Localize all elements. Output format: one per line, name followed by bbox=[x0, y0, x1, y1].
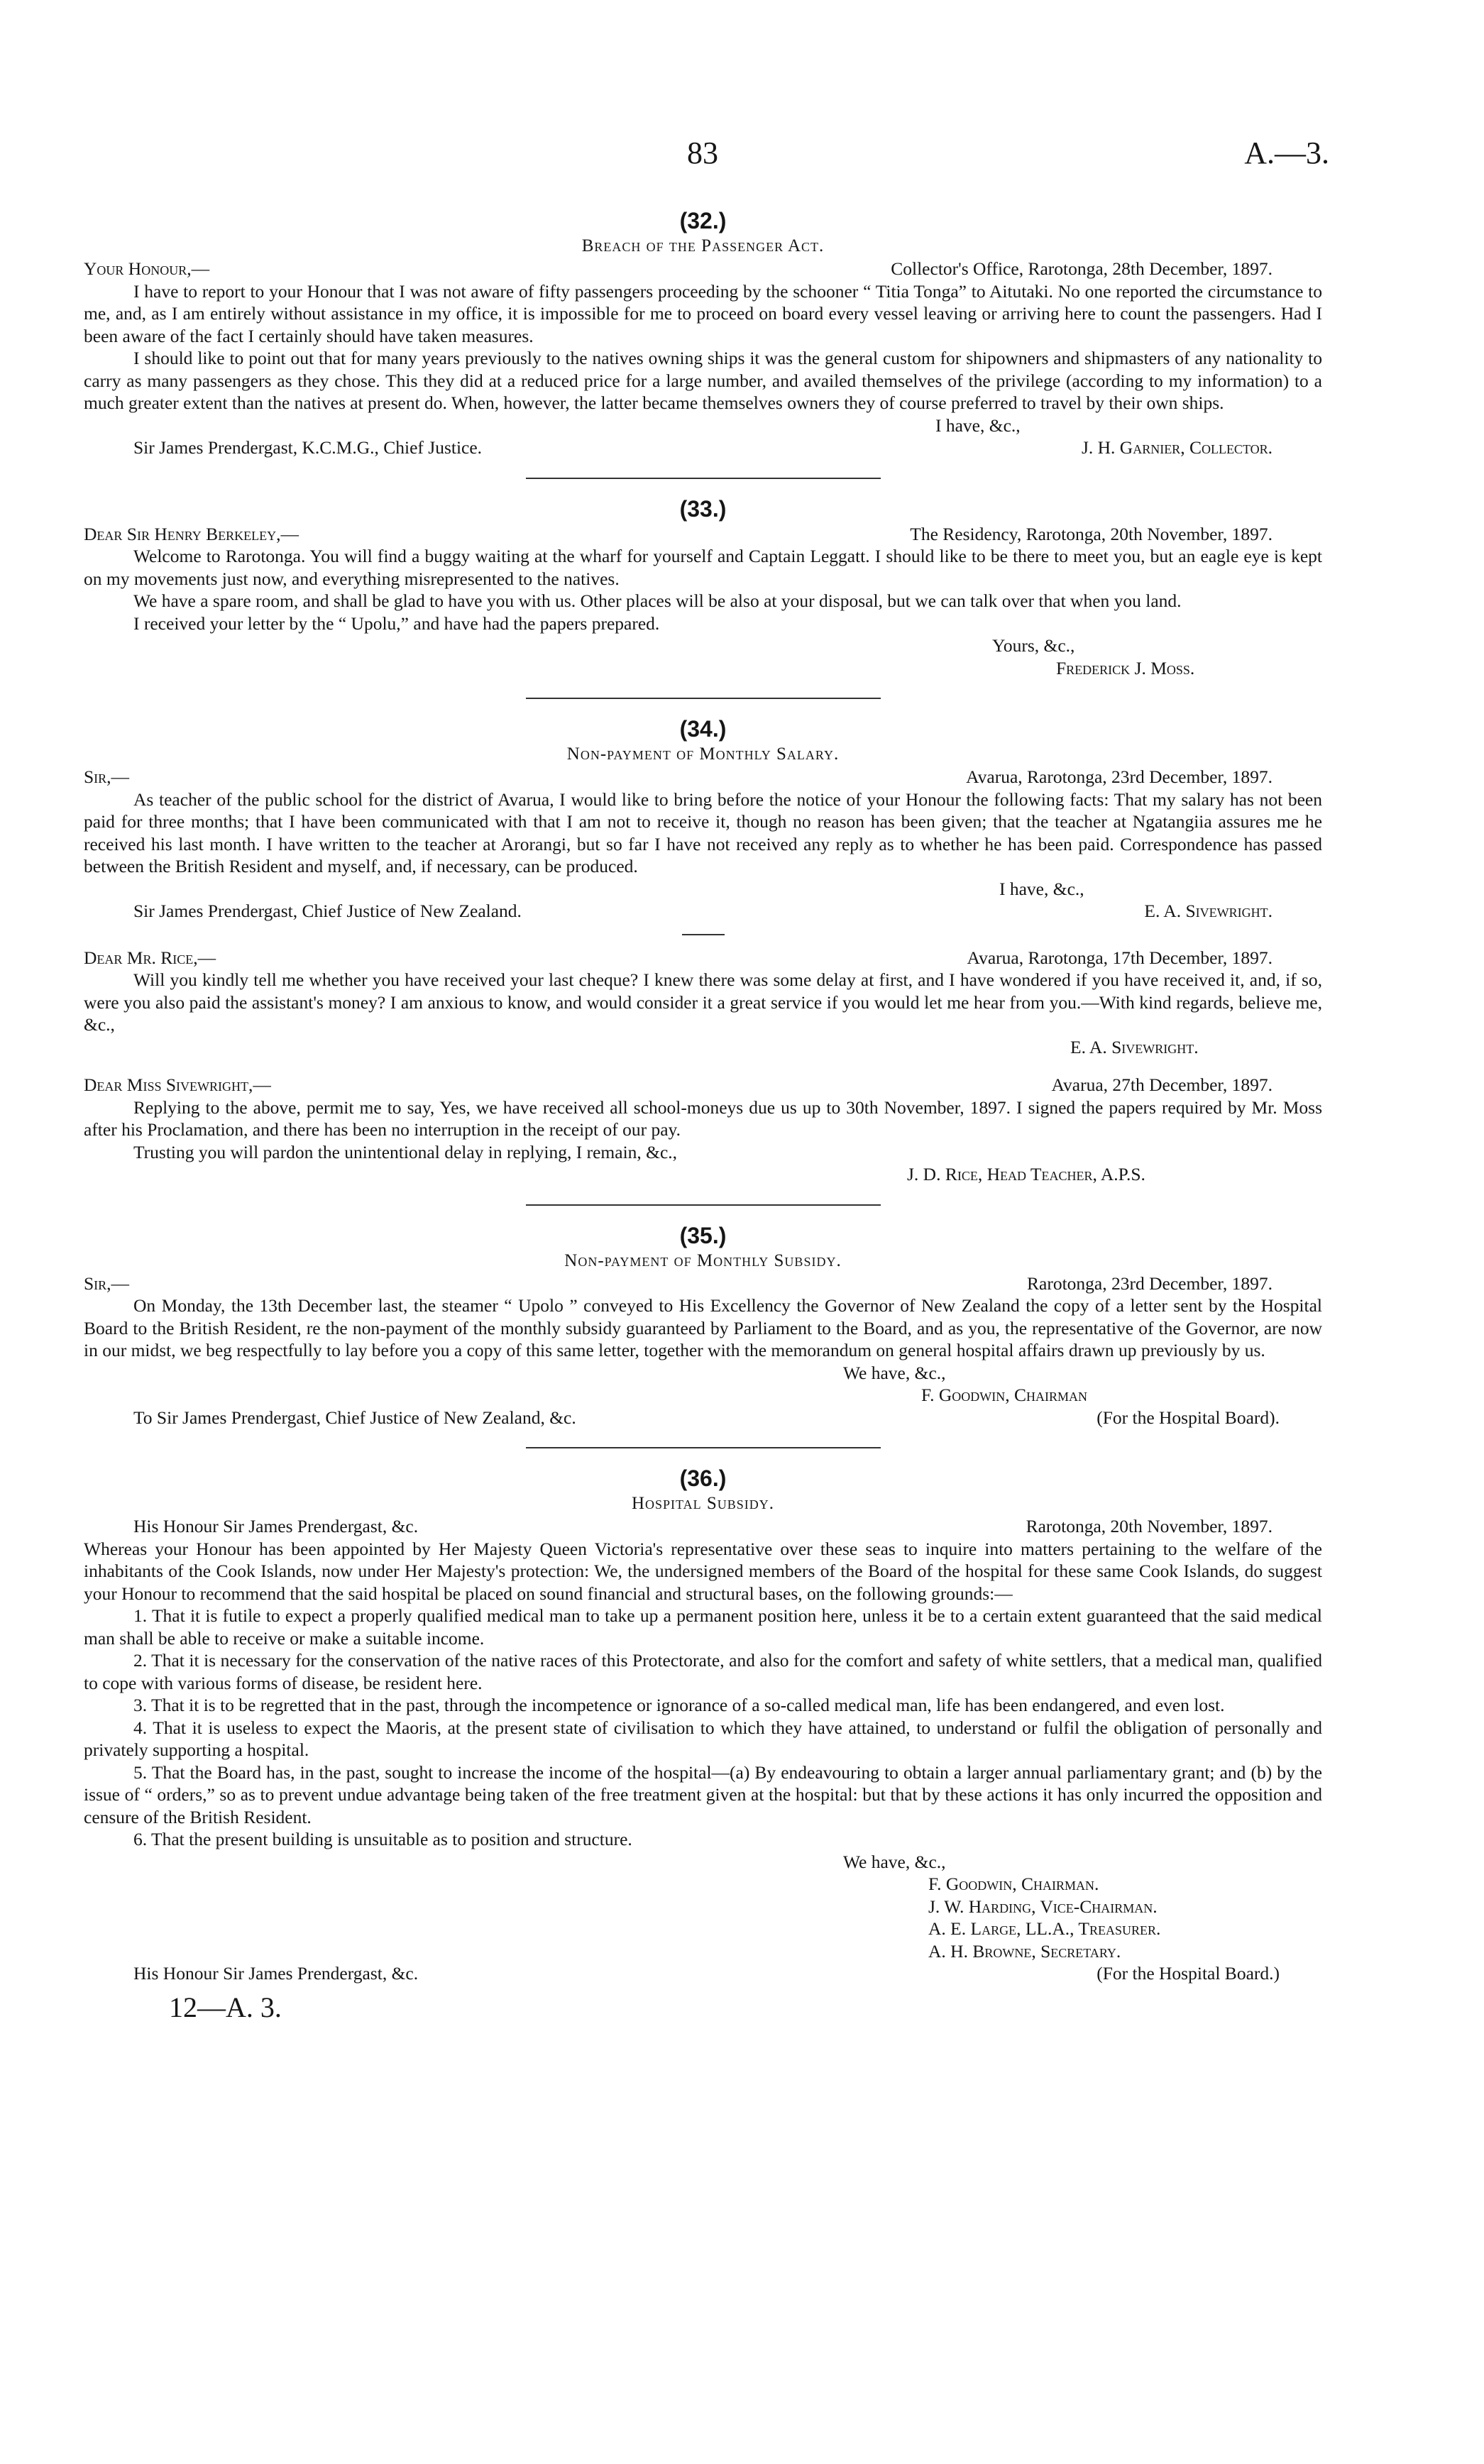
letter-heading bbox=[84, 1515, 1322, 1538]
list-item: 3. That it is to be regretted that in the past, through the incompetence or ignorance of a so-called medical man, life has been endangered, and even lost. bbox=[133, 1695, 1225, 1715]
page-header bbox=[84, 135, 1329, 202]
letter-heading bbox=[84, 947, 1322, 969]
place-date: Collector's Office, Rarotonga, 28th December, 1897. bbox=[891, 258, 1273, 279]
salutation: His Honour Sir James Prendergast, &c. bbox=[133, 1516, 419, 1536]
addressee: His Honour Sir James Prendergast, &c. bbox=[133, 1963, 419, 1984]
place-date: Avarua, Rarotonga, 17th December, 1897. bbox=[967, 947, 1273, 968]
closing: I have, &c., bbox=[999, 878, 1084, 899]
list-item: 6. That the present building is unsuitable as to position and structure. bbox=[133, 1829, 632, 1849]
section-divider bbox=[526, 698, 881, 699]
section-32 bbox=[84, 207, 1322, 459]
closing: I have, &c., bbox=[935, 414, 1021, 436]
list-item: 5. That the Board has, in the past, sought to increase the income of the hospital—(a) By endeavouring to obtain a larger annual parliamentary grant; and (b) by the issue of “ orders,” so as to prevent undue advantage being taken of the free treatment given at the hospital: but that by these actions it has only incurred the opposition and censure of the British Resident. bbox=[84, 1761, 1322, 1827]
paragraph: Trusting you will pardon the unintentional delay in replying, I remain, &c., bbox=[133, 1141, 678, 1162]
signature-board: (For the Hospital Board). bbox=[1096, 1407, 1280, 1428]
section-34 bbox=[84, 715, 1322, 1186]
page-number: 83 bbox=[687, 136, 718, 170]
paragraph: I should like to point out that for many years previously to the natives owning ships it was the general custom for shipowners and shipmasters of any nationality to carry as many passengers as they chose. This they did at a reduced price for a large number, and availed themselves of the privilege (according to my information) to a much greater extent than the natives at present do. When, however, the latter became themselves owners they of course preferred to travel by their own ships. bbox=[84, 348, 1322, 413]
signature-line bbox=[84, 900, 1322, 923]
place-date: The Residency, Rarotonga, 20th November, 1897. bbox=[910, 523, 1273, 544]
closing: We have, &c., bbox=[843, 1851, 946, 1872]
letter-divider bbox=[682, 934, 725, 935]
signature-line bbox=[84, 436, 1322, 459]
salutation: Sir,— bbox=[84, 766, 130, 787]
letter-heading bbox=[84, 766, 1322, 788]
salutation: Dear Miss Sivewright,— bbox=[84, 1074, 271, 1095]
list-item: 4. That it is useless to expect the Maoris, at the present state of civilisation to which they have attained, to understand or fulfil the obligation of personally and privately supporting a hospital. bbox=[84, 1717, 1322, 1760]
section-title: Hospital Subsidy. bbox=[631, 1494, 775, 1513]
section-number: (36.) bbox=[679, 1465, 727, 1491]
salutation: Dear Sir Henry Berkeley,— bbox=[84, 523, 299, 544]
list-item: 1. That it is futile to expect a properly qualified medical man to take up a permanent position here, unless it be to a certain extent guaranteed that the said medical man shall be able to receive or make a suitable income. bbox=[84, 1605, 1322, 1649]
letter-heading bbox=[84, 258, 1322, 280]
document-page bbox=[84, 135, 1329, 2024]
place-date: Rarotonga, 23rd December, 1897. bbox=[1027, 1272, 1273, 1294]
section-number: (33.) bbox=[679, 495, 727, 522]
signature-mark: 12—A. 3. bbox=[169, 1991, 282, 2023]
list-item: 2. That it is necessary for the conservation of the native races of this Protectorate, and also for the comfort and safety of white settlers, that a medical man, qualified to cope with various forms of disease, be resident here. bbox=[84, 1650, 1322, 1693]
section-divider bbox=[526, 1447, 881, 1448]
paragraph: I received your letter by the “ Upolu,” and have had the papers prepared. bbox=[133, 612, 660, 634]
document-reference: A.—3. bbox=[1244, 136, 1329, 170]
section-title: Non-payment of Monthly Subsidy. bbox=[564, 1250, 842, 1270]
paragraph: We have a spare room, and shall be glad to have you with us. Other places will be also at your disposal, but we can talk over that when you land. bbox=[133, 590, 1182, 611]
paragraph: As teacher of the public school for the district of Avarua, I would like to bring before the notice of your Honour the following facts: That my salary has not been paid for three months; that I have been communicated with that I am not to receive it, though no reason has been given; that the teacher at Ngatangiia assures me he received his last month. I have written to the teacher at Arorangi, but so far I have not received any reply as to whether he has been paid. Correspondence has passed between the British Resident and myself, and, if necessary, can be produced. bbox=[84, 788, 1322, 876]
section-number: (32.) bbox=[679, 208, 727, 233]
signature-line bbox=[84, 1407, 1322, 1429]
signature-line bbox=[84, 1962, 1322, 1985]
signature: J. W. Harding, Vice-Chairman. bbox=[928, 1896, 1158, 1917]
signature: F. Goodwin, Chairman. bbox=[928, 1874, 1099, 1894]
section-35 bbox=[84, 1221, 1322, 1429]
paragraph: I have to report to your Honour that I was not aware of fifty passengers proceeding by the schooner “ Titia Tonga” to Aitutaki. No one reported the circumstance to me, and, as I am entirely without assistance in my office, it is impossible for me to proceed on board every vessel leaving or arriving here to count the passengers. Had I been aware of the fact I certainly should have taken measures. bbox=[84, 280, 1322, 346]
section-divider bbox=[526, 478, 881, 479]
place-date: Rarotonga, 20th November, 1897. bbox=[1026, 1516, 1273, 1536]
signature: A. H. Browne, Secretary. bbox=[928, 1940, 1121, 1962]
signature: E. A. Sivewright. bbox=[1144, 901, 1273, 921]
letter-heading bbox=[84, 1272, 1322, 1295]
letter-heading bbox=[84, 523, 1322, 546]
paragraph: On Monday, the 13th December last, the steamer “ Upolo ” conveyed to His Excellency the Governor of New Zealand the copy of a letter sent by the Hospital Board to the British Resident, re the non-payment of the monthly subsidy guaranteed by Parliament to the Board, and as you, the representative of the Governor, are now in our midst, we beg respectfully to lay before you a copy of this same letter, together with the memorandum on general hospital affairs drawn up previously by us. bbox=[84, 1295, 1322, 1360]
section-title: Breach of the Passenger Act. bbox=[581, 236, 825, 255]
paragraph: Whereas your Honour has been appointed by Her Majesty Queen Victoria's representative over these seas to inquire into matters pertaining to the welfare of the inhabitants of the Cook Islands, now under Her Majesty's protection: We, the undersigned members of the Board of the hospital for these same Cook Islands, do suggest your Honour to recommend that the said hospital be placed on sound financial and structural bases, on the following grounds:— bbox=[84, 1538, 1322, 1604]
paragraph: Will you kindly tell me whether you have received your last cheque? I knew there was some delay at first, and I have wondered if you have received it, and, if so, were you also paid the assistant's money? I am anxious to know, and would consider it a great service if you would let me hear from you.—With kind regards, believe me, &c., bbox=[84, 969, 1322, 1035]
paragraph: Replying to the above, permit me to say, Yes, we have received all school-moneys due us up to 30th November, 1897. I signed the papers required by Mr. Moss after his Proclamation, and there has been no interruption in the receipt of our pay. bbox=[84, 1096, 1322, 1140]
addressee: To Sir James Prendergast, Chief Justice of New Zealand, &c. bbox=[133, 1407, 576, 1428]
salutation: Your Honour,— bbox=[84, 258, 210, 279]
place-date: Avarua, 27th December, 1897. bbox=[1051, 1074, 1273, 1095]
section-title: Non-payment of Monthly Salary. bbox=[566, 744, 840, 764]
closing: We have, &c., bbox=[843, 1362, 946, 1383]
section-number: (35.) bbox=[679, 1222, 727, 1248]
addressee: Sir James Prendergast, K.C.M.G., Chief Justice. bbox=[133, 437, 483, 458]
signature: E. A. Sivewright. bbox=[1070, 1036, 1199, 1057]
signature: J. D. Rice, Head Teacher, A.P.S. bbox=[907, 1164, 1145, 1184]
section-number: (34.) bbox=[679, 716, 727, 742]
signature: A. E. Large, LL.A., Treasurer. bbox=[928, 1918, 1161, 1939]
section-33 bbox=[84, 495, 1322, 680]
salutation: Sir,— bbox=[84, 1272, 130, 1294]
signature: Frederick J. Moss. bbox=[1056, 657, 1195, 678]
salutation: Dear Mr. Rice,— bbox=[84, 947, 216, 968]
section-divider bbox=[526, 1204, 881, 1206]
signature: J. H. Garnier, Collector. bbox=[1081, 437, 1273, 458]
letter-heading bbox=[84, 1074, 1322, 1096]
signature-board: (For the Hospital Board.) bbox=[1096, 1963, 1280, 1984]
place-date: Avarua, Rarotonga, 23rd December, 1897. bbox=[966, 766, 1273, 787]
closing: Yours, &c., bbox=[992, 635, 1075, 656]
addressee: Sir James Prendergast, Chief Justice of New Zealand. bbox=[133, 901, 522, 921]
signature: F. Goodwin, Chairman bbox=[921, 1385, 1088, 1405]
section-36 bbox=[84, 1464, 1322, 1985]
paragraph: Welcome to Rarotonga. You will find a buggy waiting at the wharf for yourself and Captain Leggatt. I should like to be there to meet you, but an eagle eye is kept on my movements just now, and everything misrepresented to the natives. bbox=[84, 546, 1322, 589]
